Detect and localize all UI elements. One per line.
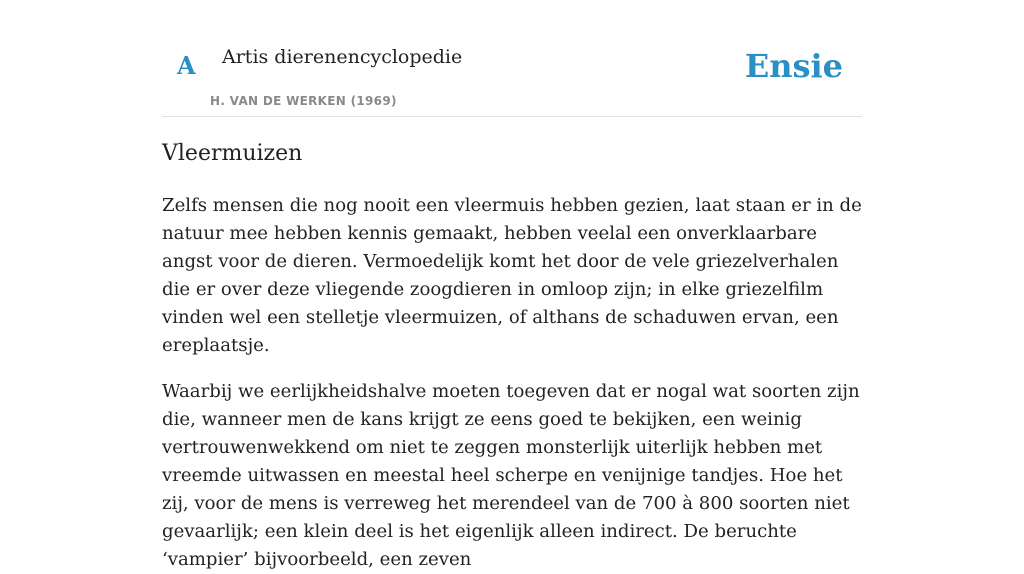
header bbox=[162, 0, 862, 117]
book-title[interactable]: Artis dierenencyclopedie bbox=[222, 46, 463, 68]
article-paragraph: Zelfs mensen die nog nooit een vleermuis hebben gezien, laat staan er in de natuur mee hebben kennis gemaakt, hebben veelal een onverklaarbare angst voor de dieren. Vermoedelijk komt het door de vele griezelverhalen die er over deze vliegende zoogdieren in omloop zijn; in elke griezelfilm vinden wel een stelletje vleermuizen, of althans de schaduwen ervan, een ereplaatsje. bbox=[162, 195, 862, 356]
brand-logo[interactable]: Ensie bbox=[744, 47, 843, 85]
book-author: H. VAN DE WERKEN (1969) bbox=[210, 94, 397, 108]
article bbox=[162, 138, 862, 574]
article-title: Vleermuizen bbox=[162, 141, 303, 166]
index-letter[interactable]: A bbox=[177, 51, 196, 80]
article-paragraph: Waarbij we eerlijkheidshalve moeten toegeven dat er nogal wat soorten zijn die, wanneer men de kans krijgt ze eens goed te bekijken, een weinig vertrouwenwekkend om niet te zeggen monsterlijk uiterlijk hebben met vreemde uitwassen en meestal heel scherpe en venijnige tandjes. Hoe het zij, voor de mens is verreweg het merendeel van de 700 à 800 soorten niet gevaarlijk; een klein deel is het eigenlijk alleen indirect. De beruchte ‘vampier’ bijvoorbeeld, een zeven bbox=[162, 381, 860, 570]
